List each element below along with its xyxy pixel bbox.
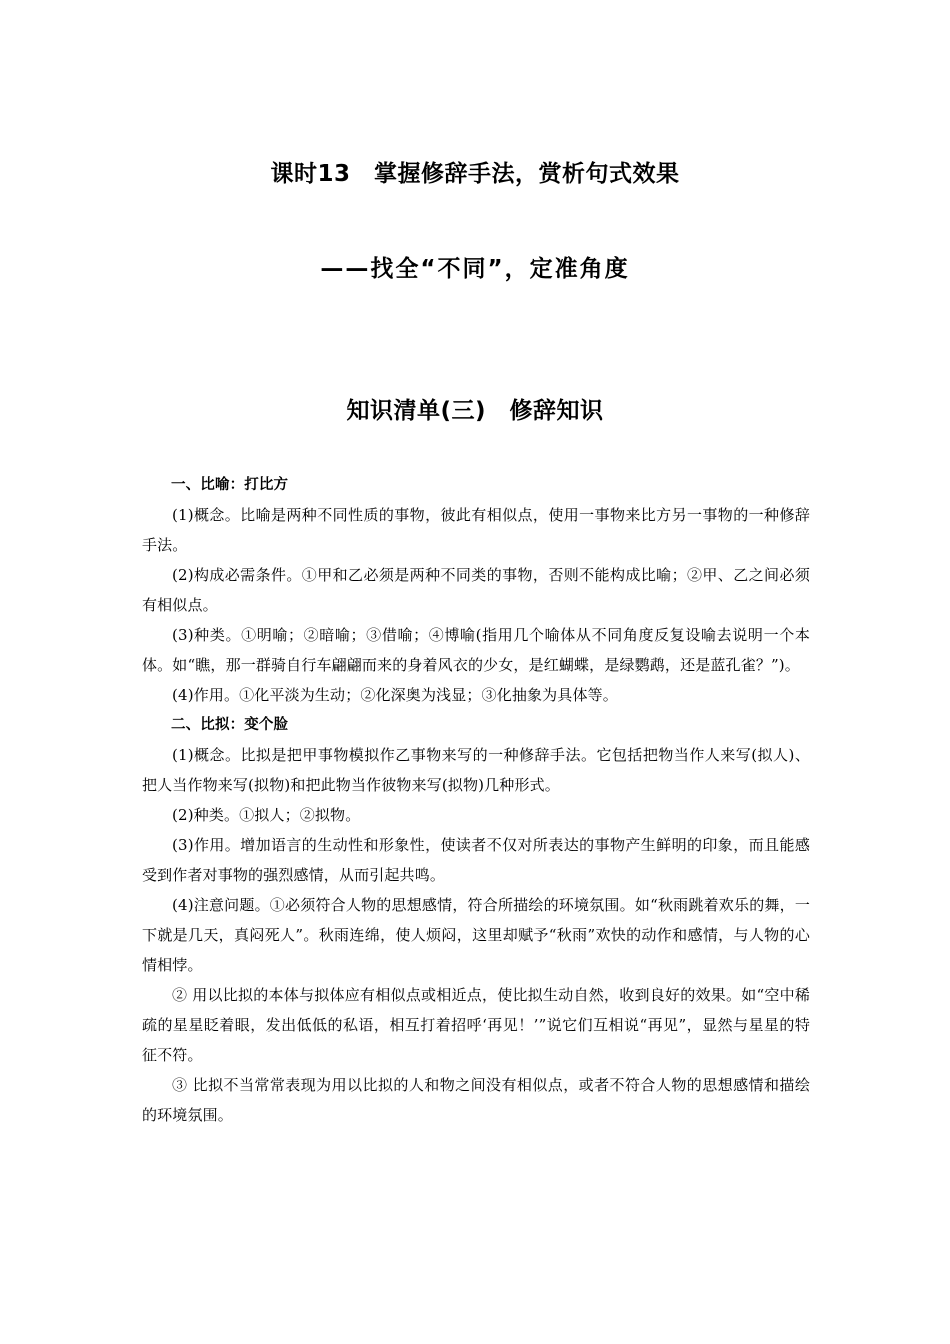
paragraph: (4)注意问题。①必须符合人物的思想感情，符合所描绘的环境氛围。如“秋雨跳着欢乐的舞，一下就是几天，真闷死人”。秋雨连绵，使人烦闷，这里却赋予“秋雨”欢快的动作和感情，与人物的心情相悖。: [142, 896, 810, 974]
paragraph: (1)概念。比喻是两种不同性质的事物，彼此有相似点，使用一事物来比方另一事物的一种修辞手法。: [142, 506, 810, 554]
lesson-title: 课时13 掌握修辞手法，赏析句式效果: [270, 161, 680, 187]
paragraph: ③ 比拟不当常常表现为用以比拟的人和物之间没有相似点，或者不符合人物的思想感情和描绘的环境氛围。: [142, 1076, 810, 1124]
document-body: [142, 470, 810, 1130]
section-heading-metaphor: 一、比喻：打比方: [171, 477, 289, 493]
lesson-subtitle: ——找全“不同”，定准角度: [320, 256, 630, 282]
paragraph: (3)种类。①明喻；②暗喻；③借喻；④博喻(指用几个喻体从不同角度反复设喻去说明一个本体。如“瞧，那一群骑自行车翩翩而来的身着风衣的少女，是红蝴蝶，是绿鹦鹉，还是蓝孔雀？”)。: [142, 626, 810, 674]
paragraph: (1)概念。比拟是把甲事物模拟作乙事物来写的一种修辞手法。它包括把物当作人来写(拟人)、把人当作物来写(拟物)和把此物当作彼物来写(拟物)几种形式。: [142, 746, 810, 794]
paragraph: (3)作用。增加语言的生动性和形象性，使读者不仅对所表达的事物产生鲜明的印象，而且能感受到作者对事物的强烈感情，从而引起共鸣。: [142, 836, 810, 884]
paragraph: ② 用以比拟的本体与拟体应有相似点或相近点，使比拟生动自然，收到良好的效果。如“空中稀疏的星星眨着眼，发出低低的私语，相互打着招呼‘再见！’”说它们互相说“再见”，显然与星星的特征不符。: [142, 986, 811, 1064]
section-title: 知识清单(三) 修辞知识: [346, 398, 604, 424]
paragraph: (2)种类。①拟人；②拟物。: [172, 806, 361, 824]
paragraph: (4)作用。①化平淡为生动；②化深奥为浅显；③化抽象为具体等。: [172, 686, 618, 704]
paragraph: (2)构成必需条件。①甲和乙必须是两种不同类的事物，否则不能构成比喻；②甲、乙之间必须有相似点。: [142, 566, 810, 614]
section-heading-personification: 二、比拟：变个脸: [171, 717, 289, 733]
